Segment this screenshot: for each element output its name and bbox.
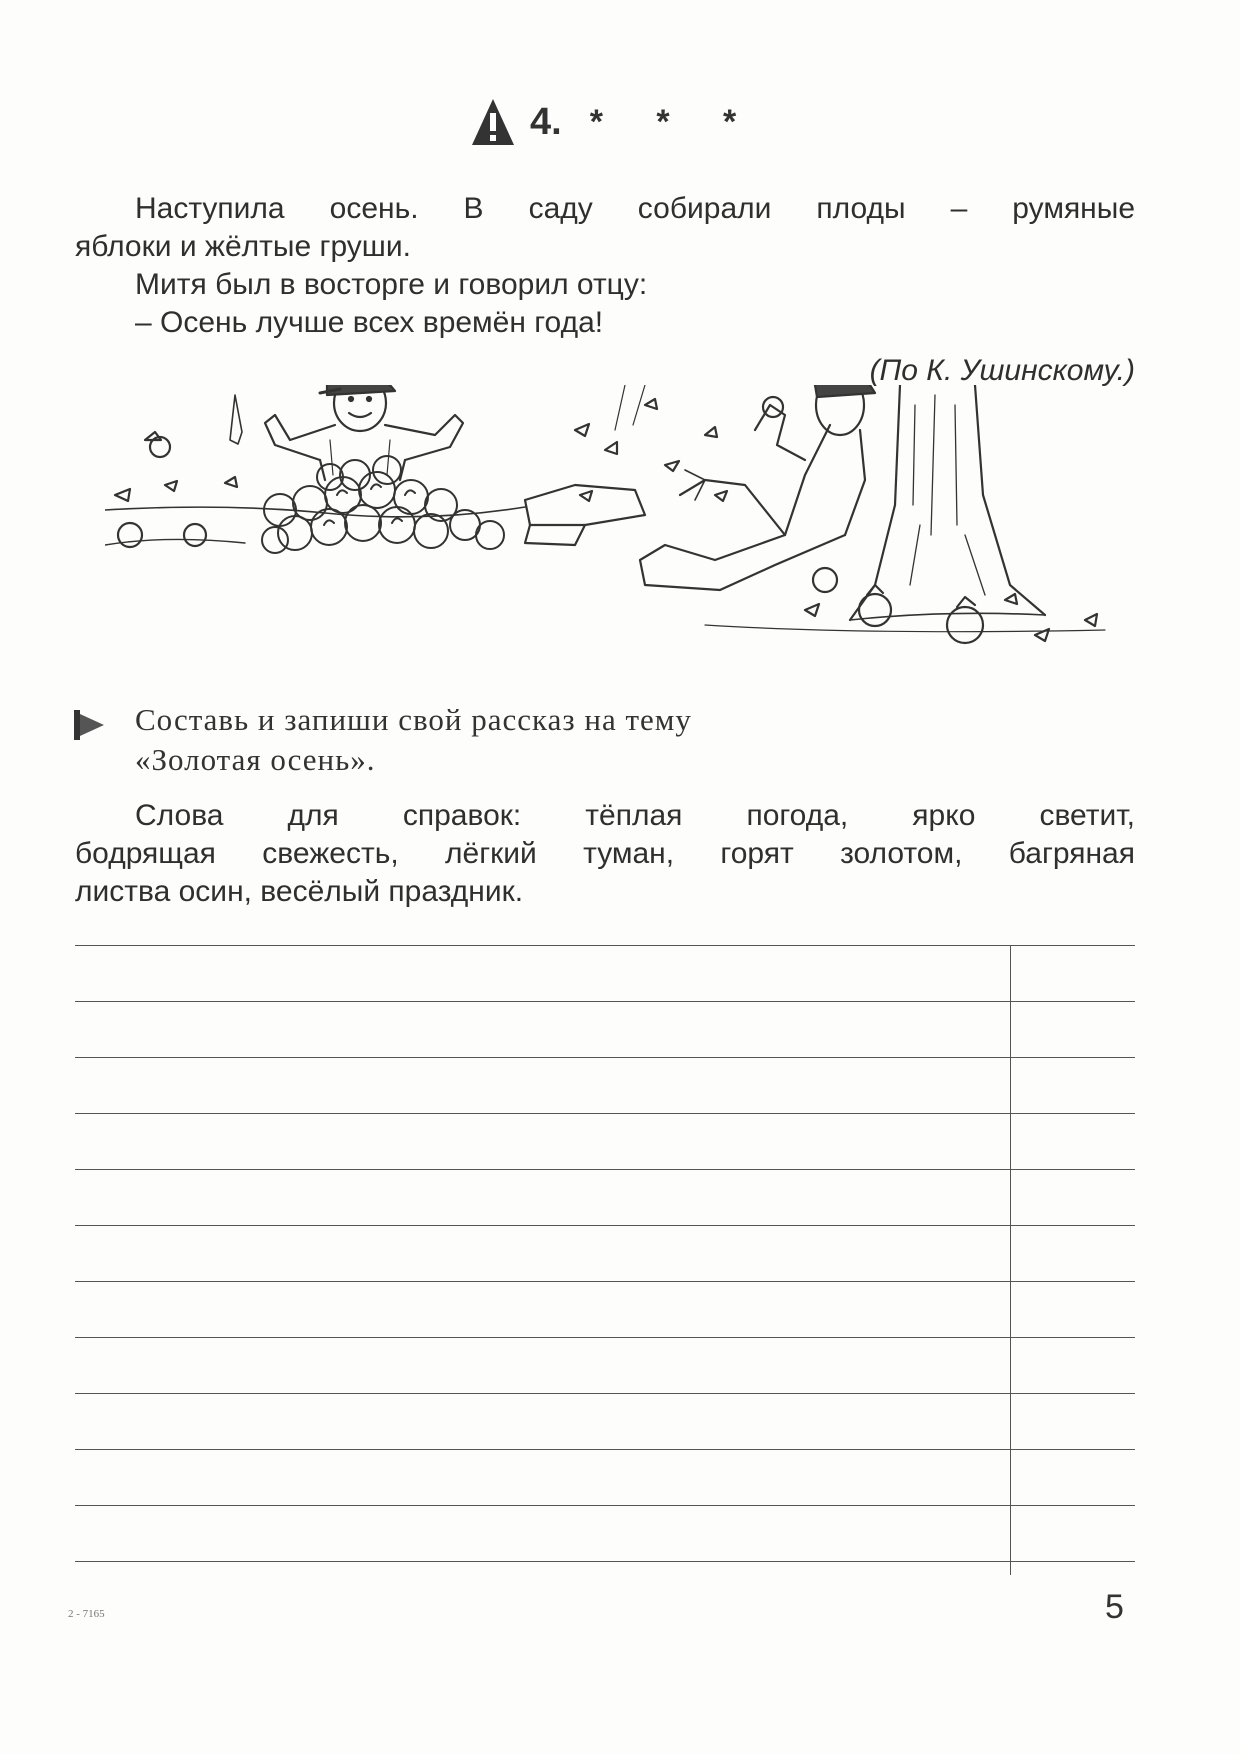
writing-line <box>75 945 1135 946</box>
assignment-line-2: «Золотая осень». <box>135 742 376 777</box>
writing-line <box>75 1281 1135 1282</box>
autumn-garden-illustration <box>105 385 1140 750</box>
publisher-code: 2 - 7165 <box>68 1608 105 1620</box>
story-line-2: яблоки и жёлтые груши. <box>75 230 411 263</box>
reference-words <box>75 797 1135 911</box>
story-line-1: Наступила осень. В саду собирали плоды – румяные <box>135 192 1135 225</box>
story-author: (По К. Ушинскому.) <box>869 354 1135 387</box>
writing-line <box>75 1393 1135 1394</box>
writing-line <box>75 1113 1135 1114</box>
story-line-3: Митя был в восторге и говорил отцу: <box>135 268 648 301</box>
hint-line-3: листва осин, весёлый праздник. <box>75 875 524 908</box>
writing-line <box>75 1337 1135 1338</box>
page-number: 5 <box>1105 1588 1124 1626</box>
hint-line-1: Слова для справок: тёплая погода, ярко светит, <box>135 799 1135 832</box>
writing-line <box>75 1057 1135 1058</box>
pencil-task-icon <box>72 708 106 742</box>
task-heading <box>470 92 758 152</box>
father-figure <box>525 385 875 590</box>
assignment-line-1: Составь и запиши свой рассказ на тему <box>135 702 692 737</box>
story-line-4: – Осень лучше всех времён года! <box>135 306 604 339</box>
writing-line <box>75 1225 1135 1226</box>
hint-line-2: бодрящая свежесть, лёгкий туман, горят золотом, багряная <box>75 837 1135 870</box>
warning-triangle-icon <box>470 96 516 148</box>
fruit-pile <box>262 456 504 553</box>
writing-line <box>75 1505 1135 1506</box>
margin-line <box>1010 945 1011 1575</box>
writing-line <box>75 1001 1135 1002</box>
task-number: 4. <box>530 100 562 143</box>
boy-figure <box>265 385 463 480</box>
writing-line <box>75 1449 1135 1450</box>
writing-line <box>75 1561 1135 1562</box>
writing-area[interactable] <box>75 945 1135 1575</box>
writing-line <box>75 1169 1135 1170</box>
tree-trunk <box>850 385 1045 620</box>
task-stars: * * * <box>589 102 759 141</box>
